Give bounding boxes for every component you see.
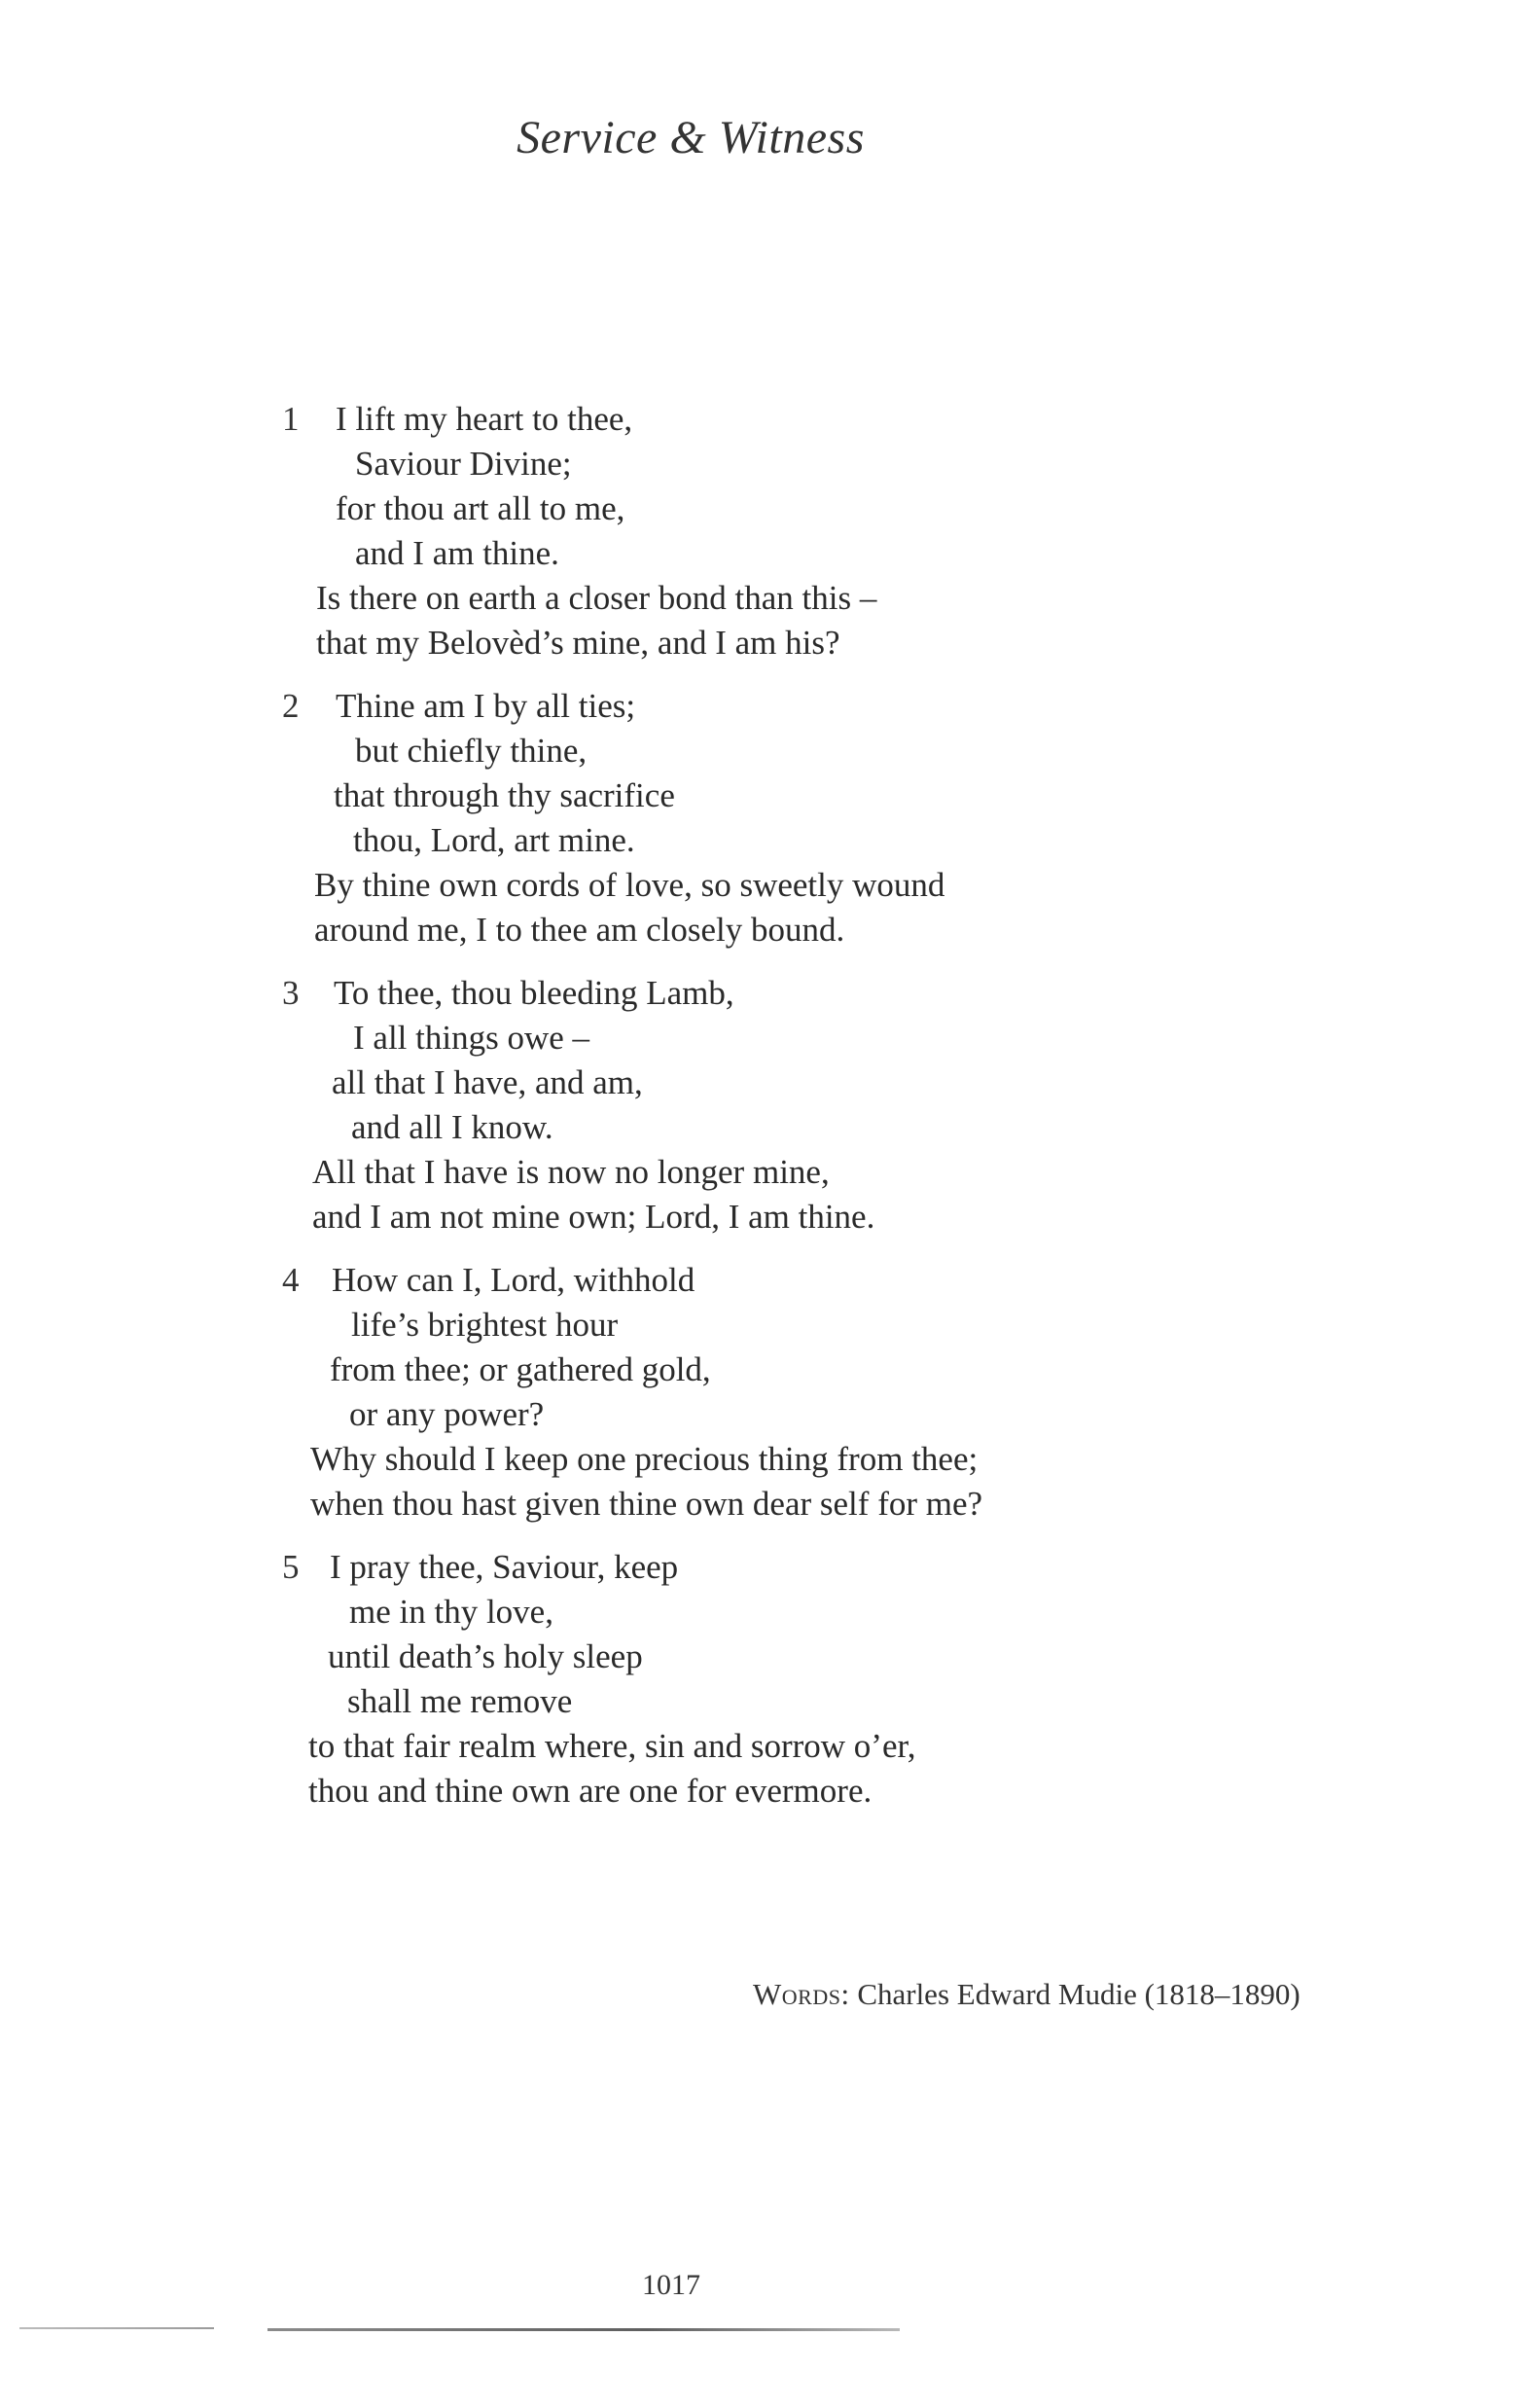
verse-line: but chiefly thine, [355,732,588,770]
verse-line: All that I have is now no longer mine, [312,1153,830,1191]
verse-line: that my Belovèd’s mine, and I am his? [316,624,840,662]
footer-rule-left [19,2327,214,2329]
verse-line: life’s brightest hour [351,1306,619,1344]
verse-line: me in thy love, [349,1593,553,1631]
hymn-verses [282,397,1274,1832]
attribution-label: Words: [753,1977,850,2011]
verse-line: shall me remove [347,1682,573,1720]
words-attribution [753,1977,1300,2012]
verse-2 [282,684,1274,952]
verse-line: By thine own cords of love, so sweetly wound [314,866,945,904]
verse-3 [282,971,1274,1240]
verse-line: I lift my heart to thee, [336,400,633,438]
verse-number: 1 [282,400,300,438]
verse-line: Thine am I by all ties; [336,687,636,725]
verse-number: 2 [282,687,300,725]
verse-5 [282,1545,1274,1814]
verse-line: To thee, thou bleeding Lamb, [334,974,734,1012]
verse-number: 3 [282,974,300,1012]
verse-line: from thee; or gathered gold, [330,1350,711,1388]
verse-line: and I am thine. [355,534,559,572]
verse-line: all that I have, and am, [332,1063,643,1101]
verse-line: thou, Lord, art mine. [353,821,635,859]
verse-line: around me, I to thee am closely bound. [314,911,845,949]
verse-line: or any power? [349,1395,545,1433]
verse-4 [282,1258,1274,1527]
verse-line: Saviour Divine; [355,445,572,483]
verse-line: and I am not mine own; Lord, I am thine. [312,1198,875,1236]
footer-rule [267,2328,900,2331]
verse-line: thou and thine own are one for evermore. [308,1772,873,1810]
attribution-author: Charles Edward Mudie (1818–1890) [849,1977,1300,2011]
verse-number: 4 [282,1261,300,1299]
page-number: 1017 [642,2269,700,2301]
verse-line: I all things owe – [353,1019,590,1057]
verse-line: when thou hast given thine own dear self for me? [310,1485,983,1523]
verse-1 [282,397,1274,665]
verse-line: to that fair realm where, sin and sorrow o’er, [308,1727,916,1765]
verse-number: 5 [282,1548,300,1586]
verse-line: I pray thee, Saviour, keep [330,1548,679,1586]
verse-line: for thou art all to me, [336,489,625,527]
page-title: Service & Witness [517,112,865,163]
verse-line: that through thy sacrifice [334,776,675,814]
verse-line: until death’s holy sleep [328,1637,643,1675]
verse-line: Is there on earth a closer bond than this – [316,579,877,617]
verse-line: Why should I keep one precious thing from thee; [310,1440,979,1478]
verse-line: and all I know. [351,1108,553,1146]
verse-line: How can I, Lord, withhold [332,1261,695,1299]
